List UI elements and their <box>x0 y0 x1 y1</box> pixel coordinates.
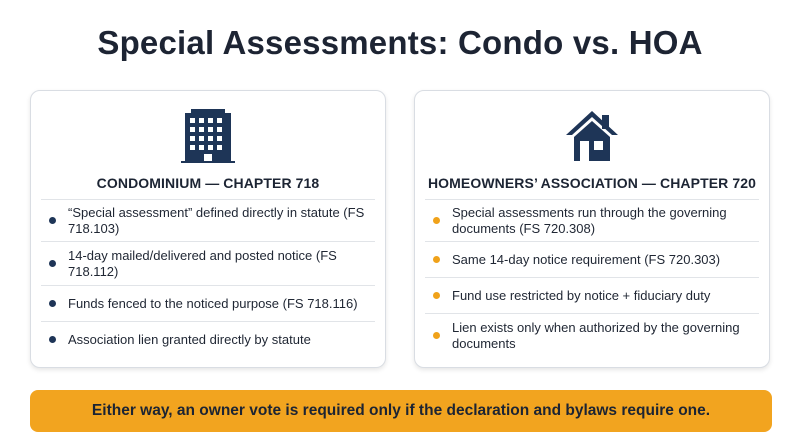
building-icon <box>31 109 385 163</box>
list-item <box>425 277 759 313</box>
list-item <box>41 241 375 285</box>
list-item <box>425 241 759 277</box>
list-item-text: Special assessments run through the governing documents (FS 720.308) <box>452 204 727 236</box>
list-item-text: Funds fenced to the noticed purpose (FS 718.116) <box>68 295 358 311</box>
list-item <box>425 313 759 357</box>
house-icon <box>415 109 769 163</box>
hoa-heading: HOMEOWNERS’ ASSOCIATION — CHAPTER 720 <box>427 175 757 191</box>
bullet-icon <box>49 336 56 343</box>
bullet-icon <box>433 332 440 339</box>
list-item-text: “Special assessment” defined directly in statute (FS 718.103) <box>68 204 365 236</box>
bullet-icon <box>433 217 440 224</box>
bullet-icon <box>433 292 440 299</box>
page-title: Special Assessments: Condo vs. HOA <box>97 24 703 61</box>
condo-card <box>30 90 386 368</box>
list-item <box>425 199 759 241</box>
bullet-icon <box>49 217 56 224</box>
bullet-icon <box>49 260 56 267</box>
hoa-list <box>425 199 759 357</box>
list-item-text: Fund use restricted by notice + fiduciary duty <box>452 287 711 303</box>
list-item-text: Lien exists only when authorized by the governing documents <box>452 319 740 351</box>
list-item <box>41 321 375 357</box>
list-item <box>41 199 375 241</box>
hoa-card <box>414 90 770 368</box>
condo-list <box>41 199 375 357</box>
bullet-icon <box>49 300 56 307</box>
list-item-text: Same 14-day notice requirement (FS 720.303) <box>452 251 721 267</box>
list-item-text: 14-day mailed/delivered and posted notice (FS 718.112) <box>68 247 337 279</box>
list-item-text: Association lien granted directly by statute <box>68 331 311 347</box>
list-item <box>41 285 375 321</box>
condo-heading: CONDOMINIUM — CHAPTER 718 <box>96 175 320 191</box>
summary-banner <box>30 390 772 432</box>
summary-banner-text: Either way, an owner vote is required only if the declaration and bylaws require one. <box>91 402 711 419</box>
bullet-icon <box>433 256 440 263</box>
